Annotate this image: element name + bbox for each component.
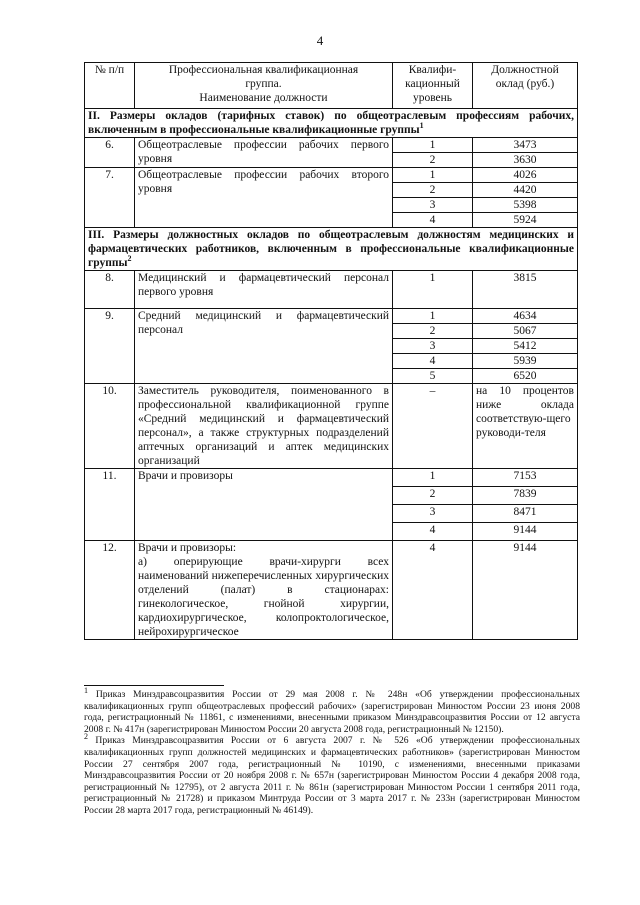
level-cell: 3 bbox=[393, 505, 473, 523]
table-header-row bbox=[85, 63, 578, 109]
row-name: Врачи и провизоры bbox=[135, 469, 393, 541]
row-name bbox=[135, 541, 393, 640]
row-num: 11. bbox=[85, 469, 135, 541]
row-name: Заместитель руководителя, поименованного в профессиональной квалификационной группе «Средний медицинский и фармацевтический персонал», а также структурных подразделений аптечных организаций и аптек медицинских организаций bbox=[135, 384, 393, 469]
level-cell: – bbox=[393, 384, 473, 469]
footnote-1 bbox=[84, 685, 580, 735]
level-cell: 4 bbox=[393, 523, 473, 541]
footnote-2 bbox=[84, 732, 580, 816]
row-num: 12. bbox=[85, 541, 135, 640]
footnote-text: Приказ Минздравсоцразвития России от 29 мая 2008 г. № 248н «Об утверждении профессиональных квалификационных групп общеотраслевых профессий рабочих» (зарегистрирован Минюстом России 23 июня 2008 года, регистрационный № 11861, с изменениями, внесенными приказом Минздравсоцразвития России от 12 августа 2008 г. № 417н (зарегистрирован Минюстом России 20 августа 2008 года, регистрационный № 12150). bbox=[84, 689, 580, 735]
row-name: Общеотраслевые профессии рабочих первого уровня bbox=[135, 138, 393, 168]
level-cell: 5 bbox=[393, 369, 473, 384]
row-name-line: Врачи и провизоры: bbox=[138, 542, 237, 554]
salary-cell: 7153 bbox=[473, 469, 578, 487]
section-row bbox=[85, 228, 578, 271]
level-cell: 1 bbox=[393, 469, 473, 487]
header-group bbox=[135, 63, 393, 109]
salary-cell: 9144 bbox=[473, 541, 578, 640]
header-level: Квалифи-кационный уровень bbox=[393, 63, 473, 109]
footnote-mark: 2 bbox=[84, 732, 88, 742]
table-row bbox=[85, 309, 578, 324]
salary-cell: 5924 bbox=[473, 213, 578, 228]
header-num: № п/п bbox=[85, 63, 135, 109]
salary-cell: 9144 bbox=[473, 523, 578, 541]
row-num: 8. bbox=[85, 271, 135, 309]
table-row bbox=[85, 271, 578, 309]
salary-cell: 8471 bbox=[473, 505, 578, 523]
level-cell: 1 bbox=[393, 271, 473, 309]
level-cell: 4 bbox=[393, 354, 473, 369]
footnote-mark: 1 bbox=[84, 685, 88, 695]
footnotes bbox=[84, 685, 580, 817]
section-row bbox=[85, 109, 578, 138]
level-cell: 4 bbox=[393, 213, 473, 228]
salary-cell: 4420 bbox=[473, 183, 578, 198]
salary-cell: 3473 bbox=[473, 138, 578, 153]
footnote-mark: 1 bbox=[419, 121, 424, 131]
salary-cell: 3630 bbox=[473, 153, 578, 168]
section-title-text: II. Размеры окладов (тарифных ставок) по общеотраслевым профессиям рабочих, включенным в профессиональные квалификационные группы bbox=[88, 110, 574, 136]
salary-cell: на 10 процентов ниже оклада соответствую-щего руководи-теля bbox=[473, 384, 578, 469]
salary-cell: 5412 bbox=[473, 339, 578, 354]
footnote-mark: 2 bbox=[127, 254, 132, 264]
footnote-text: Приказ Минздравсоцразвития России от 6 августа 2007 г. № 526 «Об утверждении профессиональных квалификационных групп должностей медицинских и фармацевтических работников» (зарегистрирован Минюстом России 27 сентября 2007 года, регистрационный № 10190, с изменениями, внесенными приказами Минздравсоцразвития России от 20 ноября 2008 г. № 657н (зарегистрирован Минюстом России 4 декабря 2008 года, регистрационный № 12795), от 2 августа 2011 г. № 861н (зарегистрирован Минюстом России 1 сентября 2011 года, регистрационный № 21728) и приказом Минтруда России от 3 марта 2017 г. № 233н (зарегистрирован Минюстом России 28 марта 2017 года, регистрационный № 46149). bbox=[84, 735, 580, 816]
footnote-divider bbox=[84, 685, 224, 686]
salary-cell: 4634 bbox=[473, 309, 578, 324]
header-salary: Должностной оклад (руб.) bbox=[473, 63, 578, 109]
row-num: 7. bbox=[85, 168, 135, 228]
salary-cell: 5067 bbox=[473, 324, 578, 339]
level-cell: 2 bbox=[393, 153, 473, 168]
header-group-line: Профессиональная квалификационная bbox=[168, 64, 359, 76]
table-row bbox=[85, 384, 578, 469]
salary-table bbox=[84, 62, 578, 640]
row-num: 10. bbox=[85, 384, 135, 469]
row-num: 9. bbox=[85, 309, 135, 384]
level-cell: 2 bbox=[393, 487, 473, 505]
level-cell: 3 bbox=[393, 198, 473, 213]
salary-cell: 5939 bbox=[473, 354, 578, 369]
level-cell: 2 bbox=[393, 183, 473, 198]
salary-cell: 6520 bbox=[473, 369, 578, 384]
level-cell: 4 bbox=[393, 541, 473, 640]
salary-cell: 7839 bbox=[473, 487, 578, 505]
level-cell: 1 bbox=[393, 138, 473, 153]
level-cell: 1 bbox=[393, 309, 473, 324]
header-group-line: группа. bbox=[245, 78, 282, 90]
row-name: Общеотраслевые профессии рабочих второго уровня bbox=[135, 168, 393, 228]
section-title bbox=[85, 109, 578, 138]
row-name: Медицинский и фармацевтический персонал первого уровня bbox=[135, 271, 393, 309]
row-name-line: а) оперирующие врачи-хирурги всех наименований нижеперечисленных хирургических отделений (палат) в стационарах: гинекологическое, гнойной хирургии, кардиохирургическое, колопроктологическое, нейрохирургическое bbox=[138, 556, 389, 638]
row-num: 6. bbox=[85, 138, 135, 168]
level-cell: 2 bbox=[393, 324, 473, 339]
salary-cell: 4026 bbox=[473, 168, 578, 183]
page-number: 4 bbox=[316, 33, 324, 48]
row-name: Средний медицинский и фармацевтический персонал bbox=[135, 309, 393, 384]
table-row bbox=[85, 469, 578, 487]
header-group-line: Наименование должности bbox=[199, 92, 328, 104]
section-title bbox=[85, 228, 578, 271]
table-row bbox=[85, 168, 578, 183]
table-row bbox=[85, 138, 578, 153]
salary-cell: 3815 bbox=[473, 271, 578, 309]
section-title-text: III. Размеры должностных окладов по общеотраслевым должностям медицинских и фармацевтических работников, включенным в профессиональные квалификационные группы bbox=[88, 229, 574, 269]
table-row bbox=[85, 541, 578, 640]
salary-cell: 5398 bbox=[473, 198, 578, 213]
level-cell: 3 bbox=[393, 339, 473, 354]
level-cell: 1 bbox=[393, 168, 473, 183]
